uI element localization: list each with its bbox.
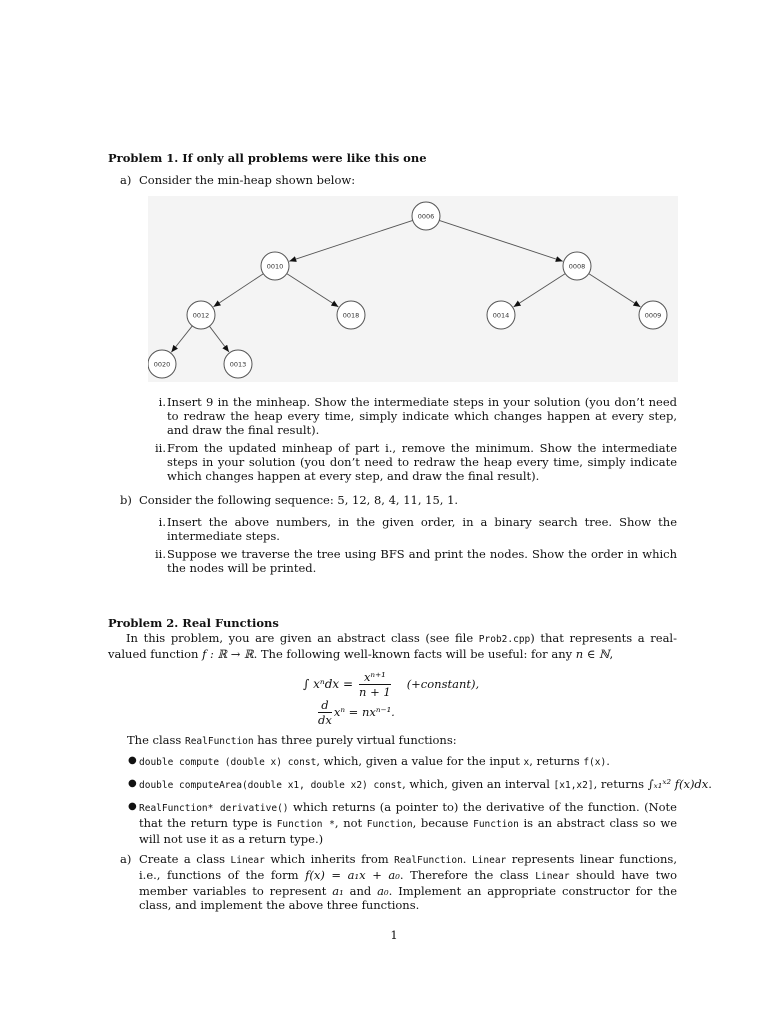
heap-node-0020: [148, 350, 176, 378]
heap-edge-0012-0020: [171, 326, 192, 352]
p1a-item-1-label: i.: [158, 395, 166, 409]
p1b-item-2-text: Suppose we traverse the tree using BFS and print the nodes. Show the order in which the nodes will be printed.: [167, 547, 677, 575]
problem-1-part-a-text: Consider the min-heap shown below:: [139, 173, 356, 187]
min-heap-diagram: [148, 196, 678, 382]
problem-1-part-b-text: Consider the following sequence: 5, 12, 8, 4, 11, 15, 1.: [139, 493, 459, 507]
bullet-3-dot: ●: [128, 801, 137, 812]
p1a-item-2-label: ii.: [154, 441, 166, 455]
min-heap-svg: [148, 196, 678, 382]
heap-node-0009: [639, 301, 667, 329]
heap-node-0018: [337, 301, 365, 329]
heap-node-label: 0010: [266, 262, 284, 271]
heap-node-0008: [563, 252, 591, 280]
heap-node-label: 0009: [644, 311, 662, 320]
problem-2-intro: In this problem, you are given an abstract class (see file Prob2.cpp) that represents a real-valued function f : ℝ → ℝ. The following well-known facts will be useful: for any n ∈ ℕ,: [108, 631, 677, 661]
p1b-item-2-label: ii.: [154, 547, 166, 561]
heap-edge-0012-0013: [209, 326, 229, 352]
problem-1-title: Problem 1. If only all problems were like this one: [108, 151, 427, 165]
bullet-2: double computeArea(double x1, double x2) const, which, given an interval [x1,x2], returns ∫ₓ₁ˣ² f(x)dx.: [139, 777, 712, 791]
bullet-1: double compute (double x) const, which, given a value for the input x, returns f(x).: [139, 754, 610, 768]
eq1-fraction: $\frac{\text{xⁿ⁺¹}}{n + 1}$: [359, 669, 391, 699]
heap-edge-0006-0008: [439, 220, 562, 261]
eq1-lhs: ∫ xⁿdx =: [303, 677, 354, 691]
eq1-rhs: (+constant),: [406, 677, 480, 691]
heap-edge-0010-0012: [214, 274, 264, 307]
bullet-1-dot: ●: [128, 755, 137, 766]
heap-edge-0008-0009: [589, 274, 641, 307]
p1a-item-2-text: From the updated minheap of part i., remove the minimum. Show the intermediate steps in your solution (you don’t need to redraw the heap every time, simply indicate which changes happen at every step, and draw the final result).: [167, 441, 677, 483]
heap-node-label: 0013: [229, 360, 247, 369]
heap-node-label: 0014: [492, 311, 510, 320]
problem-2-part-a-label: a): [120, 852, 132, 866]
bullet-3: RealFunction* derivative() which returns (a pointer to) the derivative of the function. (Note that the return type is Function *, not Function, because Function is an abstract class so we will not use it as a return type.): [139, 800, 678, 846]
p1b-item-1-text: Insert the above numbers, in the given order, in a binary search tree. Show the intermediate steps.: [167, 515, 677, 543]
problem-2-part-a-text: Create a class Linear which inherits from RealFunction. Linear represents linear functions, i.e., functions of the form f(x) = a₁x + a₀. Therefore the class Linear should have two member variables to represent a₁ and a₀. Implement an appropriate constructor for the class, and implement the above three functions.: [139, 852, 678, 912]
page-number: 1: [390, 928, 398, 942]
p1a-item-1-text: Insert 9 in the minheap. Show the intermediate steps in your solution (you don’t need to redraw the heap every time, simply indicate which changes happen at every step, and draw the final result).: [167, 395, 677, 437]
eq2-fraction: $\frac{d}{dx}$: [318, 697, 332, 727]
heap-node-0006: [412, 202, 440, 230]
heap-node-label: 0006: [417, 212, 435, 221]
heap-node-0010: [261, 252, 289, 280]
heap-node-0014: [487, 301, 515, 329]
bullet-2-dot: ●: [128, 778, 137, 789]
heap-node-label: 0008: [568, 262, 586, 271]
class-description: The class RealFunction has three purely virtual functions:: [127, 733, 457, 747]
heap-node-0012: [187, 301, 215, 329]
p1b-item-1-label: i.: [158, 515, 166, 529]
problem-1-part-b-label: b): [120, 493, 132, 507]
problem-1-part-a-label: a): [120, 173, 132, 187]
equation-derivative: [318, 697, 395, 727]
heap-node-0013: [224, 350, 252, 378]
heap-node-label: 0018: [342, 311, 360, 320]
heap-edge-0008-0014: [514, 274, 566, 307]
eq2-rhs: xⁿ = nxⁿ⁻¹.: [333, 705, 395, 719]
heap-node-label: 0012: [192, 311, 210, 320]
problem-2-title: Problem 2. Real Functions: [108, 616, 279, 630]
heap-edge-0006-0010: [289, 220, 412, 261]
heap-edge-0010-0018: [287, 274, 339, 307]
heap-node-label: 0020: [153, 360, 171, 369]
